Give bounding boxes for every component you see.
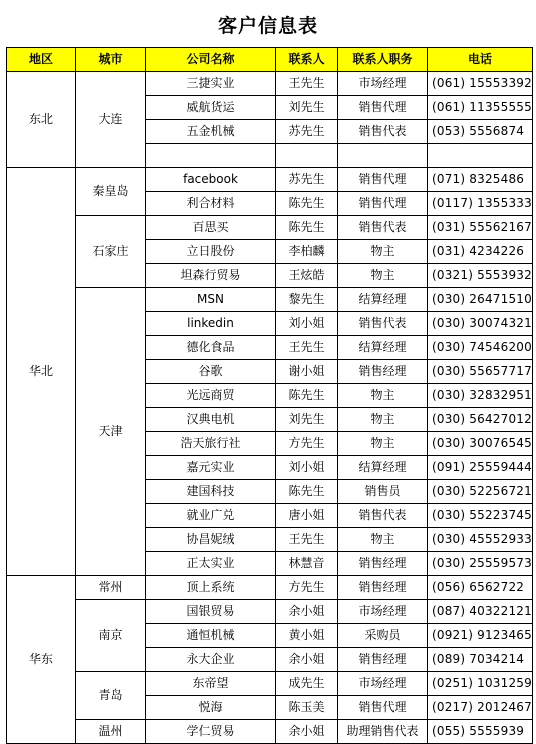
phone-cell[interactable]: (091) 25559444: [428, 456, 533, 480]
phone-cell[interactable]: (056) 6562722: [428, 576, 533, 600]
phone-cell[interactable]: (061) 11355555: [428, 96, 533, 120]
city-cell[interactable]: 常州: [76, 576, 146, 600]
phone-cell[interactable]: (055) 5555939: [428, 720, 533, 744]
contact-cell[interactable]: 王炫皓: [276, 264, 338, 288]
phone-cell[interactable]: (087) 40322121: [428, 600, 533, 624]
role-cell[interactable]: 销售经理: [338, 576, 428, 600]
phone-cell[interactable]: (030) 25559573: [428, 552, 533, 576]
contact-cell[interactable]: 方先生: [276, 432, 338, 456]
role-cell[interactable]: 销售经理: [338, 360, 428, 384]
header-company[interactable]: 公司名称: [146, 48, 276, 72]
contact-cell[interactable]: 成先生: [276, 672, 338, 696]
phone-cell[interactable]: (030) 52256721: [428, 480, 533, 504]
role-cell[interactable]: 销售代表: [338, 504, 428, 528]
contact-cell[interactable]: 陈玉美: [276, 696, 338, 720]
role-cell[interactable]: 销售代表: [338, 120, 428, 144]
company-cell[interactable]: linkedin: [146, 312, 276, 336]
role-cell[interactable]: [338, 144, 428, 168]
phone-cell[interactable]: (030) 55657717: [428, 360, 533, 384]
company-cell[interactable]: 协昌妮绒: [146, 528, 276, 552]
role-cell[interactable]: 销售经理: [338, 648, 428, 672]
role-cell[interactable]: 销售代表: [338, 216, 428, 240]
phone-cell[interactable]: (030) 30074321: [428, 312, 533, 336]
contact-cell[interactable]: [276, 144, 338, 168]
table-row: [7, 216, 533, 240]
header-city[interactable]: 城市: [76, 48, 146, 72]
company-cell[interactable]: MSN: [146, 288, 276, 312]
company-cell[interactable]: facebook: [146, 168, 276, 192]
company-cell[interactable]: 利合材料: [146, 192, 276, 216]
city-cell[interactable]: 温州: [76, 720, 146, 744]
role-cell[interactable]: 采购员: [338, 624, 428, 648]
table-row: [7, 576, 533, 600]
header-phone[interactable]: 电话: [428, 48, 533, 72]
contact-cell[interactable]: 余小姐: [276, 600, 338, 624]
contact-cell[interactable]: 苏先生: [276, 168, 338, 192]
phone-cell[interactable]: (030) 32832951: [428, 384, 533, 408]
contact-cell[interactable]: 刘先生: [276, 408, 338, 432]
contact-cell[interactable]: 王先生: [276, 336, 338, 360]
region-cell[interactable]: 华北: [7, 168, 76, 576]
city-cell[interactable]: 青岛: [76, 672, 146, 720]
phone-cell[interactable]: (030) 74546200: [428, 336, 533, 360]
company-cell[interactable]: 学仁贸易: [146, 720, 276, 744]
company-cell[interactable]: [146, 144, 276, 168]
role-cell[interactable]: 市场经理: [338, 600, 428, 624]
role-cell[interactable]: 市场经理: [338, 72, 428, 96]
role-cell[interactable]: 物主: [338, 264, 428, 288]
table-row: [7, 720, 533, 744]
phone-cell[interactable]: (0921) 9123465: [428, 624, 533, 648]
region-cell[interactable]: 东北: [7, 72, 76, 168]
phone-cell[interactable]: (0321) 5553932: [428, 264, 533, 288]
phone-cell[interactable]: (061) 15553392: [428, 72, 533, 96]
phone-cell[interactable]: [428, 144, 533, 168]
contact-cell[interactable]: 刘小姐: [276, 456, 338, 480]
role-cell[interactable]: 销售代表: [338, 312, 428, 336]
city-cell[interactable]: 石家庄: [76, 216, 146, 288]
company-cell[interactable]: 浩天旅行社: [146, 432, 276, 456]
customer-table: [6, 47, 533, 744]
table-row: [7, 672, 533, 696]
phone-cell[interactable]: (089) 7034214: [428, 648, 533, 672]
contact-cell[interactable]: 陈先生: [276, 480, 338, 504]
city-cell[interactable]: 南京: [76, 600, 146, 672]
company-cell[interactable]: 坦森行贸易: [146, 264, 276, 288]
company-cell[interactable]: 国银贸易: [146, 600, 276, 624]
phone-cell[interactable]: (0217) 2012467: [428, 696, 533, 720]
table-body: [7, 72, 533, 744]
phone-cell[interactable]: (030) 55223745: [428, 504, 533, 528]
phone-cell[interactable]: (031) 55562167: [428, 216, 533, 240]
header-row: [7, 48, 533, 72]
phone-cell[interactable]: (030) 30076545: [428, 432, 533, 456]
company-cell[interactable]: 东帝望: [146, 672, 276, 696]
role-cell[interactable]: 结算经理: [338, 336, 428, 360]
company-cell[interactable]: 谷歌: [146, 360, 276, 384]
role-cell[interactable]: 销售代理: [338, 96, 428, 120]
role-cell[interactable]: 销售代理: [338, 192, 428, 216]
company-cell[interactable]: 通恒机械: [146, 624, 276, 648]
role-cell[interactable]: 销售经理: [338, 552, 428, 576]
table-row: [7, 168, 533, 192]
company-cell[interactable]: 德化食品: [146, 336, 276, 360]
company-cell[interactable]: 悦海: [146, 696, 276, 720]
role-cell[interactable]: 物主: [338, 432, 428, 456]
city-cell[interactable]: 天津: [76, 288, 146, 576]
company-cell[interactable]: 百思买: [146, 216, 276, 240]
contact-cell[interactable]: 黎先生: [276, 288, 338, 312]
company-cell[interactable]: 光远商贸: [146, 384, 276, 408]
company-cell[interactable]: 三捷实业: [146, 72, 276, 96]
contact-cell[interactable]: 谢小姐: [276, 360, 338, 384]
company-cell[interactable]: 汉典电机: [146, 408, 276, 432]
role-cell[interactable]: 市场经理: [338, 672, 428, 696]
contact-cell[interactable]: 王先生: [276, 528, 338, 552]
phone-cell[interactable]: (071) 8325486: [428, 168, 533, 192]
company-cell[interactable]: 就业广兑: [146, 504, 276, 528]
contact-cell[interactable]: 王先生: [276, 72, 338, 96]
page-title: 客户信息表: [217, 15, 318, 37]
role-cell[interactable]: 结算经理: [338, 288, 428, 312]
region-cell[interactable]: 华东: [7, 576, 76, 744]
contact-cell[interactable]: 黄小姐: [276, 624, 338, 648]
table-row: [7, 288, 533, 312]
table-row: [7, 600, 533, 624]
contact-cell[interactable]: 余小姐: [276, 648, 338, 672]
company-cell[interactable]: 立日股份: [146, 240, 276, 264]
contact-cell[interactable]: 林慧音: [276, 552, 338, 576]
contact-cell[interactable]: 陈先生: [276, 216, 338, 240]
contact-cell[interactable]: 李柏麟: [276, 240, 338, 264]
company-cell[interactable]: 嘉元实业: [146, 456, 276, 480]
contact-cell[interactable]: 唐小姐: [276, 504, 338, 528]
contact-cell[interactable]: 刘小姐: [276, 312, 338, 336]
header-role[interactable]: 联系人职务: [338, 48, 428, 72]
role-cell[interactable]: 销售代理: [338, 696, 428, 720]
role-cell[interactable]: 物主: [338, 408, 428, 432]
phone-cell[interactable]: (030) 45552933: [428, 528, 533, 552]
phone-cell[interactable]: (031) 4234226: [428, 240, 533, 264]
company-cell[interactable]: 顶上系统: [146, 576, 276, 600]
contact-cell[interactable]: 苏先生: [276, 120, 338, 144]
role-cell[interactable]: 物主: [338, 384, 428, 408]
company-cell[interactable]: 五金机械: [146, 120, 276, 144]
role-cell[interactable]: 物主: [338, 240, 428, 264]
contact-cell[interactable]: 刘先生: [276, 96, 338, 120]
phone-cell[interactable]: (053) 5556874: [428, 120, 533, 144]
contact-cell[interactable]: 陈先生: [276, 192, 338, 216]
city-cell[interactable]: 秦皇岛: [76, 168, 146, 216]
role-cell[interactable]: 助理销售代表: [338, 720, 428, 744]
phone-cell[interactable]: (0251) 1031259: [428, 672, 533, 696]
phone-cell[interactable]: (030) 26471510: [428, 288, 533, 312]
company-cell[interactable]: 正太实业: [146, 552, 276, 576]
phone-cell[interactable]: (0117) 1355333: [428, 192, 533, 216]
role-cell[interactable]: 结算经理: [338, 456, 428, 480]
contact-cell[interactable]: 余小姐: [276, 720, 338, 744]
role-cell[interactable]: 销售员: [338, 480, 428, 504]
table-row: [7, 72, 533, 96]
contact-cell[interactable]: 陈先生: [276, 384, 338, 408]
header-contact[interactable]: 联系人: [276, 48, 338, 72]
city-cell[interactable]: 大连: [76, 72, 146, 168]
company-cell[interactable]: 威航货运: [146, 96, 276, 120]
role-cell[interactable]: 物主: [338, 528, 428, 552]
phone-cell[interactable]: (030) 56427012: [428, 408, 533, 432]
contact-cell[interactable]: 方先生: [276, 576, 338, 600]
role-cell[interactable]: 销售代理: [338, 168, 428, 192]
company-cell[interactable]: 建国科技: [146, 480, 276, 504]
company-cell[interactable]: 永大企业: [146, 648, 276, 672]
header-region[interactable]: 地区: [7, 48, 76, 72]
